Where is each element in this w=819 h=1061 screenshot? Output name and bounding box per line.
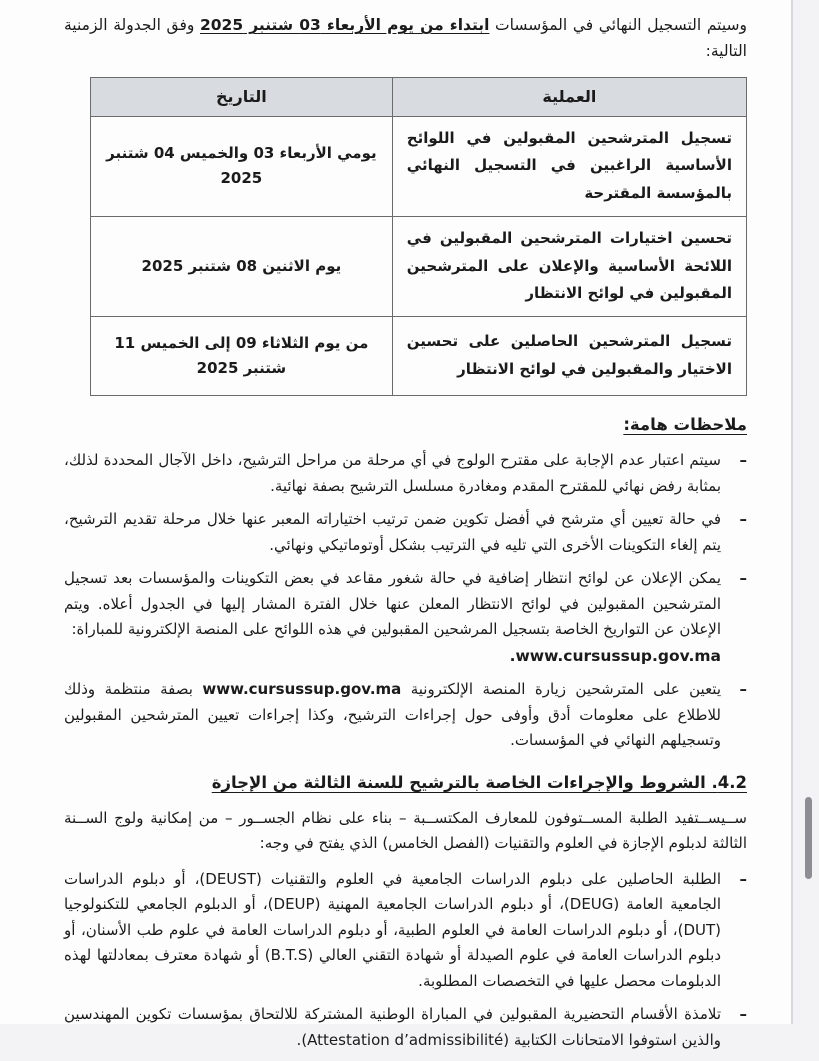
page-edge-line — [791, 0, 793, 1024]
intro-paragraph — [64, 12, 747, 65]
intro-date-emphasis: ابتداء من يوم الأربعاء 03 شتنبر 2025 — [199, 16, 490, 34]
section-intro-paragraph: ســيســتفيد الطلبة المســتوفون للمعارف المكتســبة – بناء على نظام الجســور – من إمكانية ولوج الســنة الثالثة لدبلوم الإجازة في العلوم والتقنيات (الفصل الخامس) الذي يفتح في وجه: — [64, 808, 747, 853]
date-cell: يوم الاثنين 08 شتنبر 2025 — [91, 216, 393, 316]
notes-heading: ملاحظات هامة: — [623, 415, 747, 435]
operation-cell: تسجيل المترشحين الحاصلين على تحسين الاختيار والمقبولين في لوائح الانتظار — [392, 317, 746, 396]
table-row — [91, 317, 747, 396]
platform-url: .www.cursussup.gov.ma — [509, 646, 721, 665]
note-text — [64, 566, 721, 669]
table-header-date: التاريخ — [91, 77, 393, 116]
list-item — [64, 867, 747, 995]
date-cell: يومي الأربعاء 03 والخميس 04 شتنبر 2025 — [91, 116, 393, 216]
note-text — [64, 677, 721, 754]
operation-cell: تسجيل المترشحين المقبولين في اللوائح الأساسية الراغبين في التسجيل النهائي بالمؤسسة المقترحة — [392, 116, 746, 216]
table-row — [91, 216, 747, 316]
note-text-pre: يتعين على المترشحين زيارة المنصة الإلكترونية — [401, 680, 722, 699]
schedule-table — [90, 77, 747, 397]
list-item-text: تلامذة الأقسام التحضيرية المقبولين في المباراة الوطنية المشتركة للالتحاق بمؤسسات تكوين المهندسين والذين استوفوا الامتحانات الكتابية (Attestation d’admissibilité). — [64, 1005, 721, 1049]
document-content — [64, 12, 747, 1061]
dash-bullet: – — [739, 451, 747, 470]
date-cell: من يوم الثلاثاء 09 إلى الخميس 11 شتنبر 2025 — [91, 317, 393, 396]
note-item — [64, 507, 747, 558]
note-text: سيتم اعتبار عدم الإجابة على مقترح الولوج في أي مرحلة من مراحل الترشيح، داخل الآجال المحددة لذلك، بمثابة رفض نهائي للمقترح المقدم ومغادرة مسلسل الترشيح بصفة نهائية. — [64, 451, 721, 495]
dash-bullet: – — [739, 869, 747, 888]
intro-post: وفق الجدولة الزمنية التالية: — [64, 16, 747, 61]
note-item — [64, 448, 747, 499]
dash-bullet: – — [739, 510, 747, 529]
note-text: في حالة تعيين أي مترشح في أفضل تكوين ضمن ترتيب اختياراته المعبر عنها خلال مرحلة تقديم الترشيح، يتم إلغاء التكوينات الأخرى التي تليه في الترتيب بشكل أوتوماتيكي ونهائي. — [64, 510, 721, 554]
dash-bullet: – — [739, 1005, 747, 1024]
table-header-row — [91, 77, 747, 116]
dash-bullet: – — [739, 569, 747, 588]
note-text-body: يمكن الإعلان عن لوائح انتظار إضافية في حالة شغور مقاعد في بعض التكوينات والمؤسسات بعد تسجيل المترشحين المقبولين في لوائح الانتظار المعلن عنها خلال الفترة المشار إليها في الجدول أعلاه. ويتم الإعلان عن التواريخ الخاصة بتسجيل المرشحين المقبولين في هذه اللوائح على المنصة الإلكترونية للمباراة: — [64, 569, 721, 639]
note-text-post: بصفة منتظمة وذلك للاطلاع على معلومات أدق وأوفى حول إجراءات الترشيح، وكذا إجراءات تعيين المترشحين المقبولين وتسجيلهم النهائي في المؤسسات. — [64, 680, 721, 750]
scrollbar-thumb[interactable] — [805, 797, 812, 879]
note-item — [64, 566, 747, 669]
list-item-text: الطلبة الحاصلين على دبلوم الدراسات الجامعية في العلوم والتقنيات (DEUST)، أو دبلوم الدراسات الجامعية العامة (DEUG)، أو دبلوم الدراسات الجامعية المهنية (DEUP)، أو الدبلوم الجامعي للتكنولوجيا (DUT)، أو دبلوم الدراسات العامة في العلوم الطبية، أو دبلوم الدراسات العامة في علوم طب الأسنان، أو دبلوم الدراسات العامة في علوم الصيدلة أو شهادة التقني العالي (B.T.S) أو شهادة معترف بمعادلتها لهذه الدبلومات محصل عليها في التخصصات المطلوبة. — [64, 869, 722, 990]
note-item — [64, 677, 747, 754]
table-row — [91, 116, 747, 216]
section-4-2-heading: 4.2. الشروط والإجراءات الخاصة بالترشيح للسنة الثالثة من الإجازة — [211, 772, 747, 792]
intro-pre: وسيتم التسجيل النهائي في المؤسسات — [489, 16, 747, 34]
table-header-operation: العملية — [392, 77, 746, 116]
dash-bullet: – — [739, 680, 747, 699]
list-item — [64, 1002, 747, 1053]
operation-cell: تحسين اختيارات المترشحين المقبولين في اللائحة الأساسية والإعلان على المترشحين المقبولين في لوائح الانتظار — [392, 216, 746, 316]
platform-url-inline: www.cursussup.gov.ma — [202, 680, 402, 699]
